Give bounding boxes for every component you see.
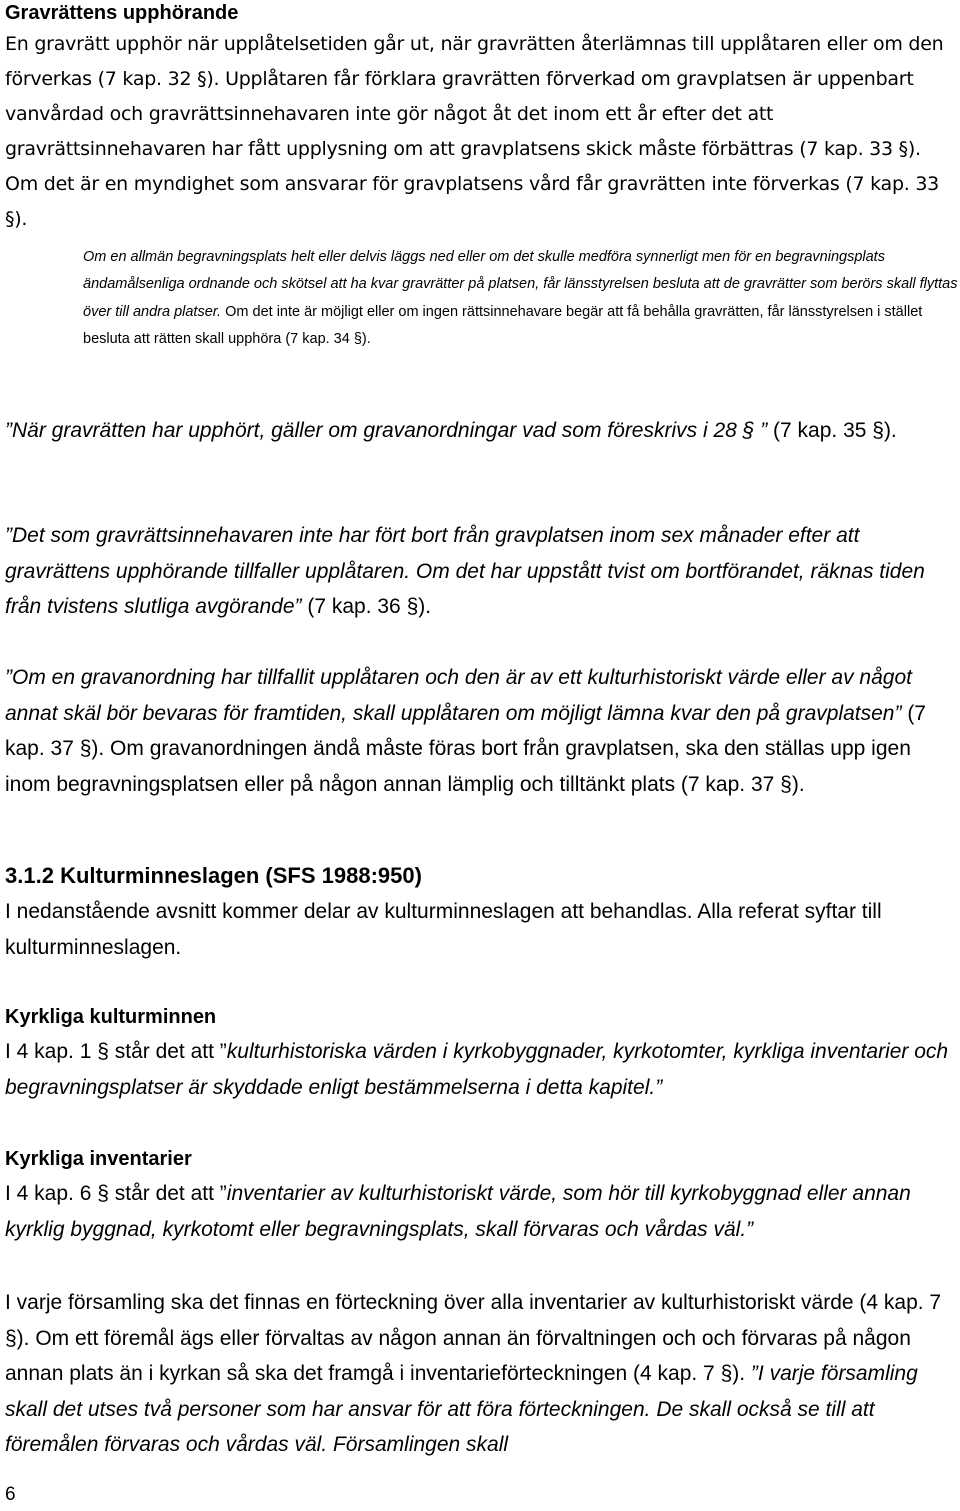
- paragraph-kultur-quote: ”Om en gravanordning har tillfallit upplåtaren och den är av ett kulturhistoriskt värde eller av något annat skäl bör bevaras för framtiden, skall upplåtaren om möjligt lämna kvar den på gravplatsen”: [5, 666, 912, 725]
- quote-italic-1: Om en allmän begravningsplats helt eller delvis läggs ned eller om det skulle medföra synnerligt men för en begravningsplats ändamålsenliga ordnande och skötsel att ha kvar gravrätter på platsen, får länsstyrelsen besluta att de gravrätter som berörs skall flyttas över till andra platser.: [83, 249, 958, 320]
- paragraph-kulturminnen-prefix: I 4 kap. 1 § står det att ”: [5, 1040, 227, 1063]
- section-heading-gravrattens-upphorande: Gravrättens upphörande: [5, 2, 239, 24]
- paragraph-forteckning-quote: ”I varje församling skall det utses två personer som har ansvar för att föra förteckningen. De skall också se till att föremålen förvaras och vårdas väl. Församlingen skall: [5, 1362, 918, 1456]
- paragraph-inventarier-prefix: I 4 kap. 6 § står det att ”: [5, 1182, 227, 1205]
- paragraph-kyrkliga-inventarier: [5, 1176, 957, 1247]
- paragraph-inventarier-quote: inventarier av kulturhistoriskt värde, som hör till kyrkobyggnad eller annan kyrklig byggnad, kyrkotomt eller begravningsplats, skall förvaras och vårdas väl.”: [5, 1182, 911, 1241]
- paragraph-kulturhistoriskt-varde: [5, 660, 957, 802]
- paragraph-kyrkliga-kulturminnen: [5, 1034, 957, 1105]
- paragraph-gravanordningar-ref: (7 kap. 35 §).: [773, 419, 897, 442]
- subheading-kyrkliga-inventarier: Kyrkliga inventarier: [5, 1148, 192, 1170]
- subheading-kyrkliga-kulturminnen: Kyrkliga kulturminnen: [5, 1006, 217, 1028]
- paragraph-sex-manader-quote: ”Det som gravrättsinnehavaren inte har fört bort från gravplatsen inom sex månader efter att gravrättens upphörande tillfaller upplåtaren. Om det har uppstått tvist om bortförandet, räknas tiden från tvistens slutliga avgörande”: [5, 524, 925, 618]
- paragraph-sex-manader: [5, 518, 957, 625]
- paragraph-gravanordningar: [5, 413, 957, 449]
- section-title: Kulturminneslagen (SFS 1988:950): [60, 863, 422, 888]
- quoted-law-paragraph: [83, 244, 960, 354]
- paragraph-forteckning-plain: I varje församling ska det finnas en förteckning över alla inventarier av kulturhistoriskt värde (4 kap. 7 §). Om ett föremål ägs eller förvaltas av någon annan än förvaltningen och och förvaras på någon annan plats än i kyrkan så ska det framgå i inventarieförteckningen (4 kap. 7 §).: [5, 1291, 942, 1385]
- page-number: 6: [5, 1484, 16, 1505]
- paragraph-kultur-rest: (7 kap. 37 §). Om gravanordningen ändå måste föras bort från gravplatsen, ska den ställas upp igen inom begravningsplatsen eller på någon annan lämplig och tilltänkt plats (7 kap. 37 §).: [5, 701, 926, 796]
- quote-italic-2: Om det inte är möjligt eller om ingen rättsinnehavare begär att få behålla gravrätten, får länsstyrelsen i stället besluta att rätten skall upphöra: [83, 303, 923, 348]
- paragraph-forteckning: [5, 1285, 957, 1463]
- paragraph-kulturminneslagen-intro: I nedanstående avsnitt kommer delar av kulturminneslagen att behandlas. Alla referat syftar till kulturminneslagen.: [5, 900, 882, 959]
- paragraph-gravanordningar-quote: ”När gravrätten har upphört, gäller om gravanordningar vad som föreskrivs i 28 § ”: [5, 419, 768, 442]
- paragraph-sex-manader-ref: (7 kap. 36 §).: [307, 595, 432, 618]
- quote-reference: (7 kap. 34 §).: [285, 331, 371, 348]
- section-number: 3.1.2: [5, 863, 54, 888]
- section-heading-kulturminneslagen: [5, 862, 957, 890]
- paragraph-upphorande: En gravrätt upphör när upplåtelsetiden går ut, när gravrätten återlämnas till upplåtaren eller om den förverkas (7 kap. 32 §). Upplåtaren får förklara gravrätten förverkad om gravplatsen är uppenbart vanvårdad och gravrättsinnehavaren inte gör något åt det inom ett år efter det att gravrättsinnehavaren har fått upplysning om att gravplatsens skick måste förbättras (7 kap. 33 §). Om det är en myndighet som ansvarar för gravplatsens vård får gravrätten inte förverkas (7 kap. 33 §).: [5, 33, 944, 230]
- paragraph-kulturminnen-quote: kulturhistoriska värden i kyrkobyggnader, kyrkotomter, kyrkliga inventarier och begravningsplatser är skyddade enligt bestämmelserna i detta kapitel.”: [5, 1040, 949, 1099]
